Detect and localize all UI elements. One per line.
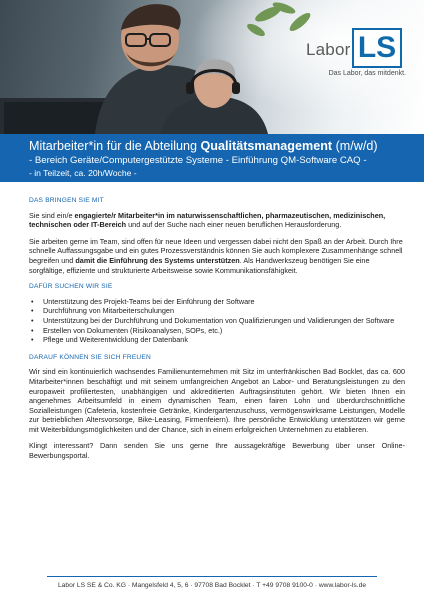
text-run-bold: damit die Einführung des Systems unterstützen [75,255,240,265]
job-title-department: Qualitätsmanagement [200,139,333,153]
text-run: . Als Handwerkszeug benötigen Sie eine sorgfältige, effiziente und strukturierte Arbeitsweise sowie Kommunikationsfähigkeit. [29,255,370,275]
job-description [29,196,405,468]
application-call-to-action: Klingt interessant? Dann senden Sie uns gerne Ihre aussagekräftige Bewerbung über unser Online-Bewerbungsportal. [29,441,405,461]
list-item: • Unterstützung bei der Durchführung und Dokumentation von Qualifizierungen und Validierungen der Software [29,316,405,326]
list-item: • Erstellen von Dokumenten (Risikoanalysen, SOPs, etc.) [29,326,405,336]
hero-photo [0,0,424,134]
job-title-prefix: Mitarbeiter*in für die Abteilung [29,139,201,153]
section-heading-tasks: DAFÜR SUCHEN WIR SIE [29,283,113,291]
job-subtitle: - Bereich Geräte/Computergestützte Systeme - Einführung QM-Software CAQ - [29,155,367,166]
job-title [29,138,416,154]
section-heading-requirements: DAS BRINGEN SIE MIT [29,197,104,204]
logo-wordmark: Labor [306,40,351,59]
list-item: • Unterstützung des Projekt-Teams bei der Einführung der Software [29,297,405,307]
benefits-paragraph: Wir sind ein kontinuierlich wachsendes Familienunternehmen mit Sitz im unterfränkischen Bad Bocklet, das ca. 600 Mitarbeiter*innen beschäftigt und mit seinem umfangreichen Angebot an Labor- und Beratungsleistungen zu den europaweit profiliertesten, unabhängigen und akkreditierten Auftragsinstituten gehört. Wir bieten Ihnen ein angenehmes Arbeitsumfeld in einem dynamischen Team, einen fairen Lohn und überdurchschnittliche Sozialleistungen (Cafeteria, kostenfreie Getränke, Kindergartenzuschuss, vermögenswirksame Leistungen, Modelle zur betrieblichen Altersvorsorge, Bike-Leasing, Firmenfeiern). Ihre persönliche Entwicklung unterstützen wir gerne mit Weiterbildungsmöglichkeiten und der Chance, sich in einem erfolgreichen Unternehmen zu etablieren. [29,367,405,434]
logo-tagline: Das Labor, das mitdenkt. [328,70,406,77]
list-item: • Durchführung von Mitarbeiterschulungen [29,306,405,316]
logo-mark: LS [357,31,397,64]
text-run: und auf der Suche nach einer neuen beruflichen Herausforderung. [126,220,342,230]
text-run-bold: engagierte/r Mitarbeiter*in im naturwissenschaftlichen, pharmazeutischen, medizinischen, technischen oder IT-Bereich [29,210,386,230]
text-run: Sie arbeiten gerne im Team, sind offen für neue Ideen und vergessen dabei nicht den Spaß an der Arbeit. Durch Ihre schnelle Auffassungsgabe und ein gutes Prozessverständnis können Sie auch komplexere Zusammenhänge schnell begreifen und [29,236,403,265]
requirements-paragraph-1 [29,211,405,230]
footer-contact: Labor LS SE & Co. KG · Mangelsfeld 4, 5, 6 · 97708 Bad Bocklet · T +49 9708 9100-0 · www.labor-ls.de [57,582,367,589]
section-heading-benefits: DARAUF KÖNNEN SIE SICH FREUEN [29,353,151,361]
logo-mark-box [352,28,402,68]
job-title-band [0,134,424,182]
footer-divider [47,576,377,577]
job-employment-type: - in Teilzeit, ca. 20h/Woche - [29,168,137,178]
requirements-paragraph-2 [29,237,405,275]
company-logo [306,26,406,82]
list-item: • Pflege und Weiterentwicklung der Datenbank [29,335,405,345]
task-list [29,297,405,345]
text-run: Sie sind ein/e [29,210,75,220]
job-title-suffix: (m/w/d) [332,139,378,153]
